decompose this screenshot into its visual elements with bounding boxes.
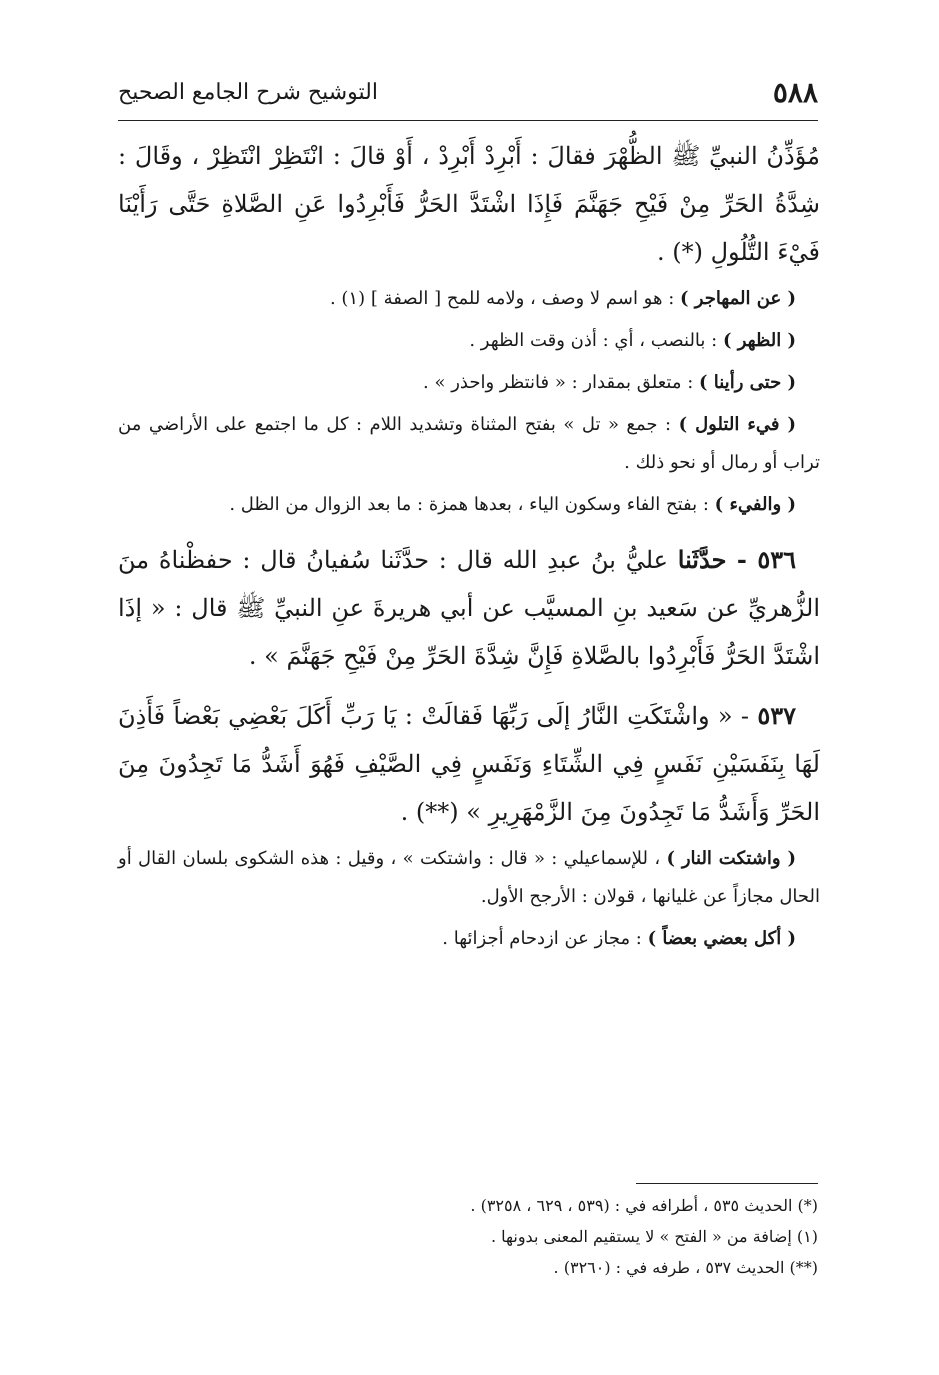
note-paragraph <box>118 406 820 482</box>
note-text: : جمع « تل » بفتح المثناة وتشديد اللام : كل ما اجتمع على الأراضي من تراب أو رمال أو نحو ذلك . <box>118 414 820 473</box>
note-term: ( عن المهاجر ) <box>679 288 796 309</box>
note-paragraph <box>118 486 820 524</box>
hadith-536 <box>118 536 820 680</box>
note-text: : هو اسم لا وصف ، ولامه للمح [ الصفة ] (١) . <box>329 288 680 309</box>
hadith-number: ٥٣٧ <box>757 701 796 730</box>
note-text: : بالنصب ، أي : أذن وقت الظهر . <box>469 330 723 351</box>
note-paragraph <box>118 364 820 402</box>
page-number: ٥٨٨ <box>772 76 818 109</box>
note-paragraph <box>118 920 820 958</box>
note-term: ( والفيء ) <box>714 494 796 515</box>
note-term: ( حتى رأينا ) <box>698 372 796 393</box>
main-text <box>118 132 820 958</box>
hadith-continuation: مُؤَذِّنُ النبيِّ ﷺ الظُّهْرَ فقالَ : أَبْرِدْ أَبْرِدْ ، أَوْ قالَ : انْتَظِرْ انْتَظِرْ ، وقَالَ : شِدَّةُ الحَرِّ مِنْ فَيْحِ جَهَنَّمَ فَإِذَا اشْتَدَّ الحَرُّ فَأَبْرِدُوا عَنِ الصَّلاةِ حَتَّى رَأَيْنَا فَيْءَ التُّلُولِ (*) . <box>118 142 820 266</box>
note-term: ( أكل بعضي بعضاً ) <box>647 928 796 949</box>
note-text: : متعلق بمقدار : « فانتظر واحذر » . <box>423 372 699 393</box>
hadith-number: ٥٣٦ <box>757 545 796 574</box>
hadith-text: عليُّ بنُ عبدِ الله قال : حدَّثَنا سُفيانُ قال : حفظْناهُ منَ الزُّهريِّ عن سَعيد بنِ المسيَّب عن أبي هريرةَ عنِ النبيِّ ﷺ قال : « إذَا اشْتَدَّ الحَرُّ فَأَبْرِدُوا بالصَّلاةِ فَإِنَّ شِدَّةَ الحَرِّ مِنْ فَيْحِ جَهَنَّمَ » . <box>118 546 820 670</box>
footnotes <box>118 1190 818 1283</box>
note-text: : مجاز عن ازدحام أجزائها . <box>442 928 648 949</box>
note-text: ، للإسماعيلي : « قال : واشتكت » ، وقيل : هذه الشكوى بلسان القال أو الحال مجازاً عن غليانها ، قولان : الأرجح الأول. <box>118 848 820 907</box>
note-term: ( واشتكت النار ) <box>666 848 796 869</box>
page-header <box>118 76 818 121</box>
footnote: (١) إضافة من « الفتح » لا يستقيم المعنى بدونها . <box>490 1227 818 1246</box>
running-title: التوشيح شرح الجامع الصحيح <box>118 80 378 105</box>
note-text: : بفتح الفاء وسكون الياء ، بعدها همزة : ما بعد الزوال من الظل . <box>229 494 715 515</box>
note-paragraph <box>118 322 820 360</box>
note-term: ( فيء التلول ) <box>678 414 796 435</box>
footnote-separator <box>636 1183 818 1184</box>
note-paragraph <box>118 280 820 318</box>
footnote: (*) الحديث ٥٣٥ ، أطرافه في : (٥٣٩ ، ٦٢٩ ، ٣٢٥٨) . <box>470 1196 818 1215</box>
note-term: ( الظهر ) <box>722 330 796 351</box>
hadith-lead: - حدَّثَنا <box>677 545 758 574</box>
hadith-537 <box>118 692 820 836</box>
footnote: (**) الحديث ٥٣٧ ، طرفه في : (٣٢٦٠) . <box>553 1258 818 1277</box>
note-paragraph <box>118 840 820 916</box>
hadith-text: - « واشْتَكَتِ النَّارُ إلَى رَبِّهَا فَقالَتْ : يَا رَبِّ أَكَلَ بَعْضِي بَعْضاً فَأَذِنَ لَهَا بِنَفَسَيْنِ نَفَسٍ فِي الشِّتَاءِ وَنَفَسٍ فِي الصَّيْفِ فَهُوَ أَشَدُّ مَا تَجِدُونَ مِنَ الحَرِّ وَأَشَدُّ مَا تَجِدُونَ مِنَ الزَّمْهَرِيرِ » (**) . <box>118 702 820 826</box>
